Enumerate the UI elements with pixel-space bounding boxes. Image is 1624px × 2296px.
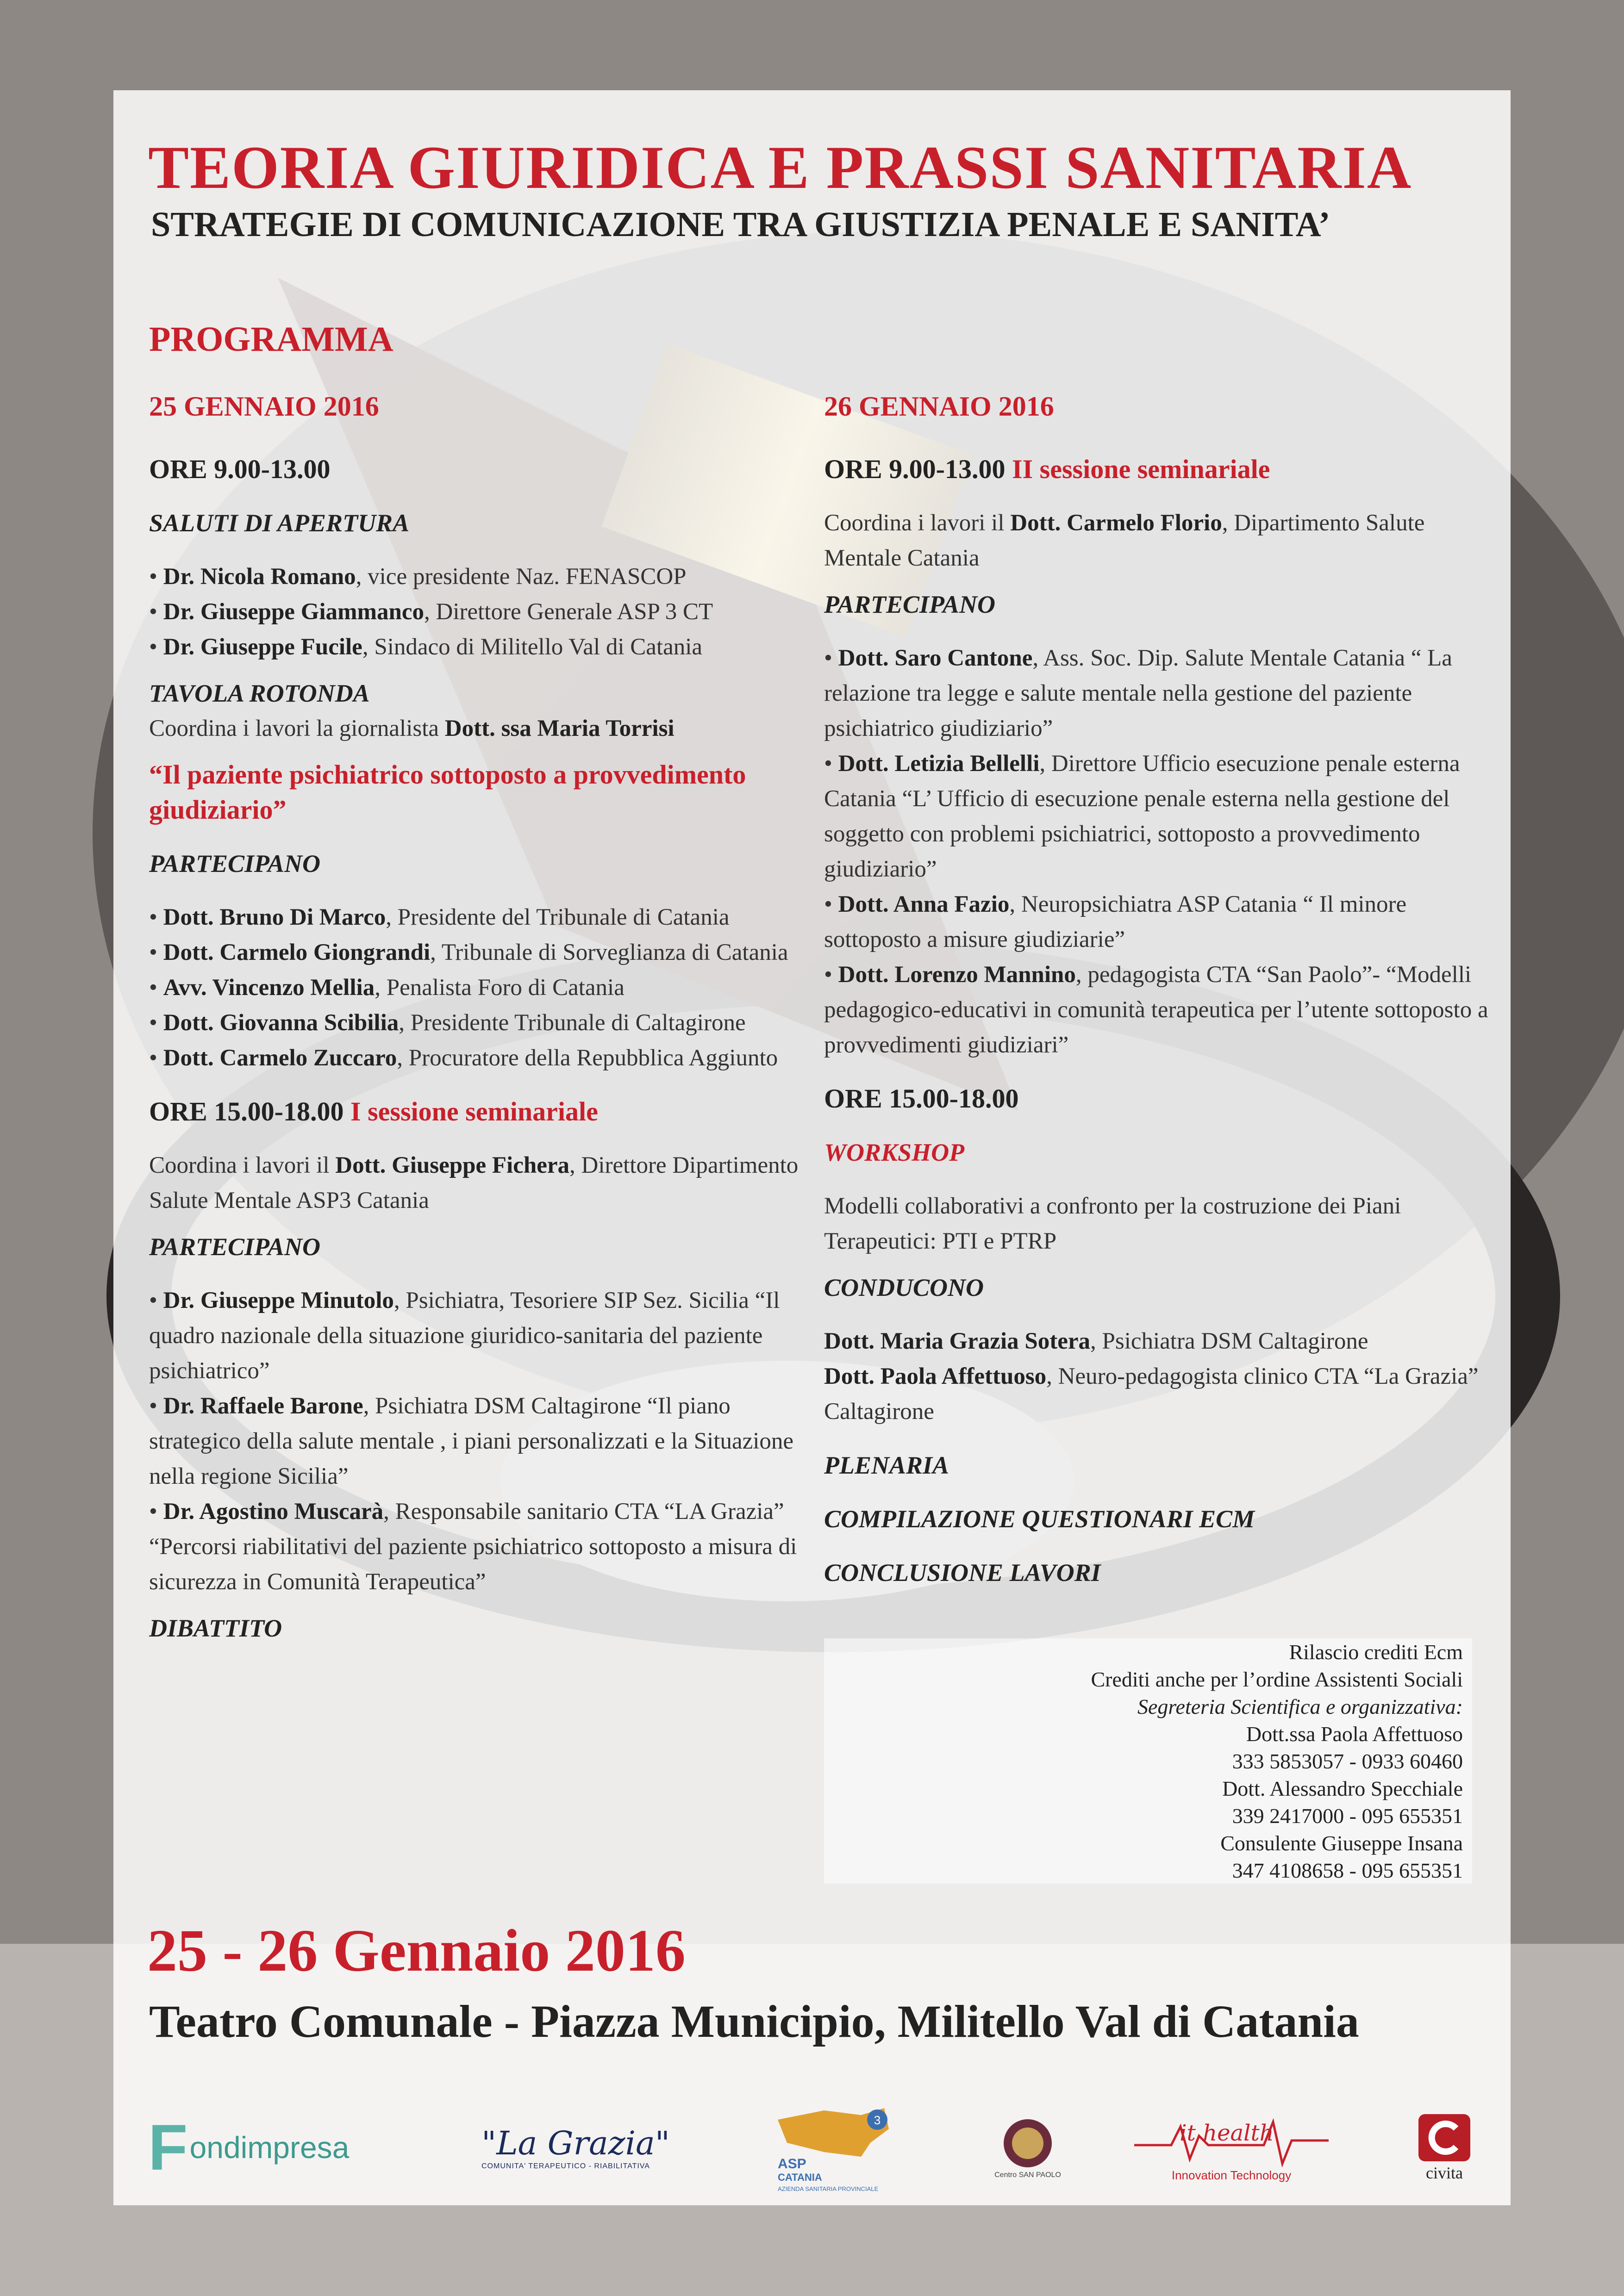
list-item: • Dott. Lorenzo Mannino, pedagogista CTA “San Paolo”- “Modelli pedagogico-educativi in comunità terapeutica per l’utente sottoposto a provvedimenti giudiziari” (824, 962, 1488, 1058)
contact-name: Dott.ssa Paola Affettuoso (1246, 1722, 1463, 1746)
ithealth-logo: it health Innovation Technology (1134, 2101, 1329, 2194)
contact-name: Consulente Giuseppe Insana (1220, 1831, 1463, 1855)
svg-text:3: 3 (874, 2113, 881, 2127)
day2-afternoon-time: ORE 15.00-18.00 (824, 1083, 1019, 1114)
day1-afternoon-time: ORE 15.00-18.00 I sessione seminariale (149, 1096, 598, 1126)
day2-column (824, 389, 1491, 1609)
day2-morning-time: ORE 9.00-13.00 II sessione seminariale (824, 454, 1270, 484)
civita-logo: civita (1407, 2101, 1481, 2194)
dibattito-heading: DIBATTITO (149, 1614, 282, 1642)
contact-phone: 339 2417000 - 095 655351 (1232, 1804, 1463, 1828)
programma-heading: PROGRAMMA (149, 320, 394, 359)
list-item: • Dott. Letizia Bellelli, Direttore Ufficio esecuzione penale esterna Catania “L’ Ufficio di esecuzione penale esterna nella gestione del soggetto con problemi psichiatrici, sottoposto a provvedimento giudiziario” (824, 751, 1460, 882)
fondimpresa-initial: F (148, 2111, 188, 2184)
list-item: Dott. Paola Affettuoso, Neuro-pedagogista clinico CTA “La Grazia” Caltagirone (824, 1363, 1479, 1425)
questionari-heading: COMPILAZIONE QUESTIONARI ECM (824, 1505, 1255, 1533)
day1-afternoon-coordinator: Coordina i lavori il Dott. Giuseppe Fichera, Direttore Dipartimento Salute Mentale ASP3 Catania (149, 1152, 799, 1213)
day2-date: 26 GENNAIO 2016 (824, 391, 1054, 422)
list-item: • Dott. Saro Cantone, Ass. Soc. Dip. Salute Mentale Catania “ La relazione tra legge e salute mentale nella gestione del paziente psichiatrico giudiziario” (824, 645, 1452, 741)
list-item: • Dott. Carmelo Zuccaro, Procuratore della Repubblica Aggiunto (149, 1045, 778, 1071)
tavola-title: “Il paziente psichiatrico sottoposto a provvedimento giudiziario” (149, 759, 746, 825)
list-item: • Dr. Giuseppe Minutolo, Psichiatra, Tesoriere SIP Sez. Sicilia “Il quadro nazionale della situazione giuridico-sanitaria del paziente psichiatrico” (149, 1288, 780, 1384)
conducono-heading: CONDUCONO (824, 1274, 984, 1301)
plenaria-heading: PLENARIA (824, 1451, 949, 1479)
saluti-heading: SALUTI DI APERTURA (149, 509, 410, 537)
list-item: Dott. Maria Grazia Sotera, Psichiatra DSM Caltagirone (824, 1328, 1368, 1354)
svg-text:AZIENDA SANITARIA PROVINCIALE: AZIENDA SANITARIA PROVINCIALE (778, 2185, 879, 2192)
asp-catania-logo (768, 2101, 898, 2194)
day1-morning-time: ORE 9.00-13.00 (149, 454, 331, 484)
partecipano-heading: PARTECIPANO (149, 1233, 321, 1261)
day2-morning-coordinator: Coordina i lavori il Dott. Carmelo Florio, Dipartimento Salute Mentale Catania (824, 510, 1425, 571)
sponsor-logos (148, 2101, 1481, 2203)
list-item: • Dr. Giuseppe Giammanco, Direttore Generale ASP 3 CT (149, 599, 713, 625)
credits-box (824, 1638, 1472, 1884)
list-item: • Dott. Carmelo Giongrandi, Tribunale di Sorveglianza di Catania (149, 940, 788, 965)
workshop-heading: WORKSHOP (824, 1139, 965, 1166)
day1-date: 25 GENNAIO 2016 (149, 391, 379, 422)
event-dates: 25 - 26 Gennaio 2016 (147, 1917, 686, 1984)
credits-ecm: Rilascio crediti Ecm (1289, 1640, 1463, 1664)
partecipano-heading: PARTECIPANO (149, 850, 321, 877)
svg-text:CATANIA: CATANIA (778, 2172, 822, 2183)
list-item: • Dr. Nicola Romano, vice presidente Naz. FENASCOP (149, 564, 687, 590)
list-item: • Dr. Raffaele Barone, Psichiatra DSM Caltagirone “Il piano strategico della salute mentale , i piani personalizzati e la Situazione nella regione Sicilia” (149, 1393, 794, 1489)
day1-column (149, 389, 806, 1664)
workshop-description: Modelli collaborativi a confronto per la costruzione dei Piani Terapeutici: PTI e PTRP (824, 1193, 1401, 1254)
list-item: • Avv. Vincenzo Mellia, Penalista Foro di Catania (149, 975, 625, 1001)
credits-assistenti: Crediti anche per l’ordine Assistenti Sociali (1091, 1668, 1463, 1691)
fondimpresa-logo: F ondimpresa (148, 2101, 389, 2194)
contact-phone: 333 5853057 - 0933 60460 (1232, 1749, 1463, 1773)
sanpaolo-emblem-icon (1000, 2116, 1056, 2171)
conclusione-heading: CONCLUSIONE LAVORI (824, 1559, 1101, 1587)
contact-name: Dott. Alessandro Specchiale (1222, 1777, 1463, 1800)
event-venue: Teatro Comunale - Piazza Municipio, Militello Val di Catania (149, 1996, 1359, 2047)
contact-phone: 347 4108658 - 095 655351 (1232, 1859, 1463, 1882)
sicily-map-icon (768, 2101, 898, 2194)
list-item: • Dott. Bruno Di Marco, Presidente del Tribunale di Catania (149, 904, 730, 930)
partecipano-heading: PARTECIPANO (824, 591, 996, 618)
page-subtitle: STRATEGIE DI COMUNICAZIONE TRA GIUSTIZIA PENALE E SANITA’ (151, 205, 1330, 244)
list-item: • Dott. Giovanna Scibilia, Presidente Tribunale di Caltagirone (149, 1010, 746, 1036)
list-item: • Dr. Giuseppe Fucile, Sindaco di Militello Val di Catania (149, 634, 703, 660)
civita-mark-icon (1417, 2112, 1472, 2163)
tavola-heading: TAVOLA ROTONDA (149, 679, 370, 707)
tavola-coordinator: Coordina i lavori la giornalista Dott. ssa Maria Torrisi (149, 716, 675, 741)
sanpaolo-logo: Centro SAN PAOLO (991, 2101, 1065, 2194)
heartbeat-icon (1134, 2113, 1329, 2168)
list-item: • Dr. Agostino Muscarà, Responsabile sanitario CTA “LA Grazia” “Percorsi riabilitativi del paziente psichiatrico sottoposto a misura di sicurezza in Comunità Terapeutica” (149, 1499, 797, 1595)
segreteria-label: Segreteria Scientifica e organizzativa: (1137, 1695, 1463, 1718)
page-title: TEORIA GIURIDICA E PRASSI SANITARIA (148, 133, 1412, 201)
lagrazia-logo: "La Grazia" COMUNITA' TERAPEUTICO - RIABILITATIVA (481, 2124, 670, 2170)
svg-text:ASP: ASP (778, 2156, 806, 2172)
list-item: • Dott. Anna Fazio, Neuropsichiatra ASP Catania “ Il minore sottoposto a misure giudiziarie” (824, 891, 1407, 952)
svg-text:it health: it health (1180, 2120, 1274, 2146)
